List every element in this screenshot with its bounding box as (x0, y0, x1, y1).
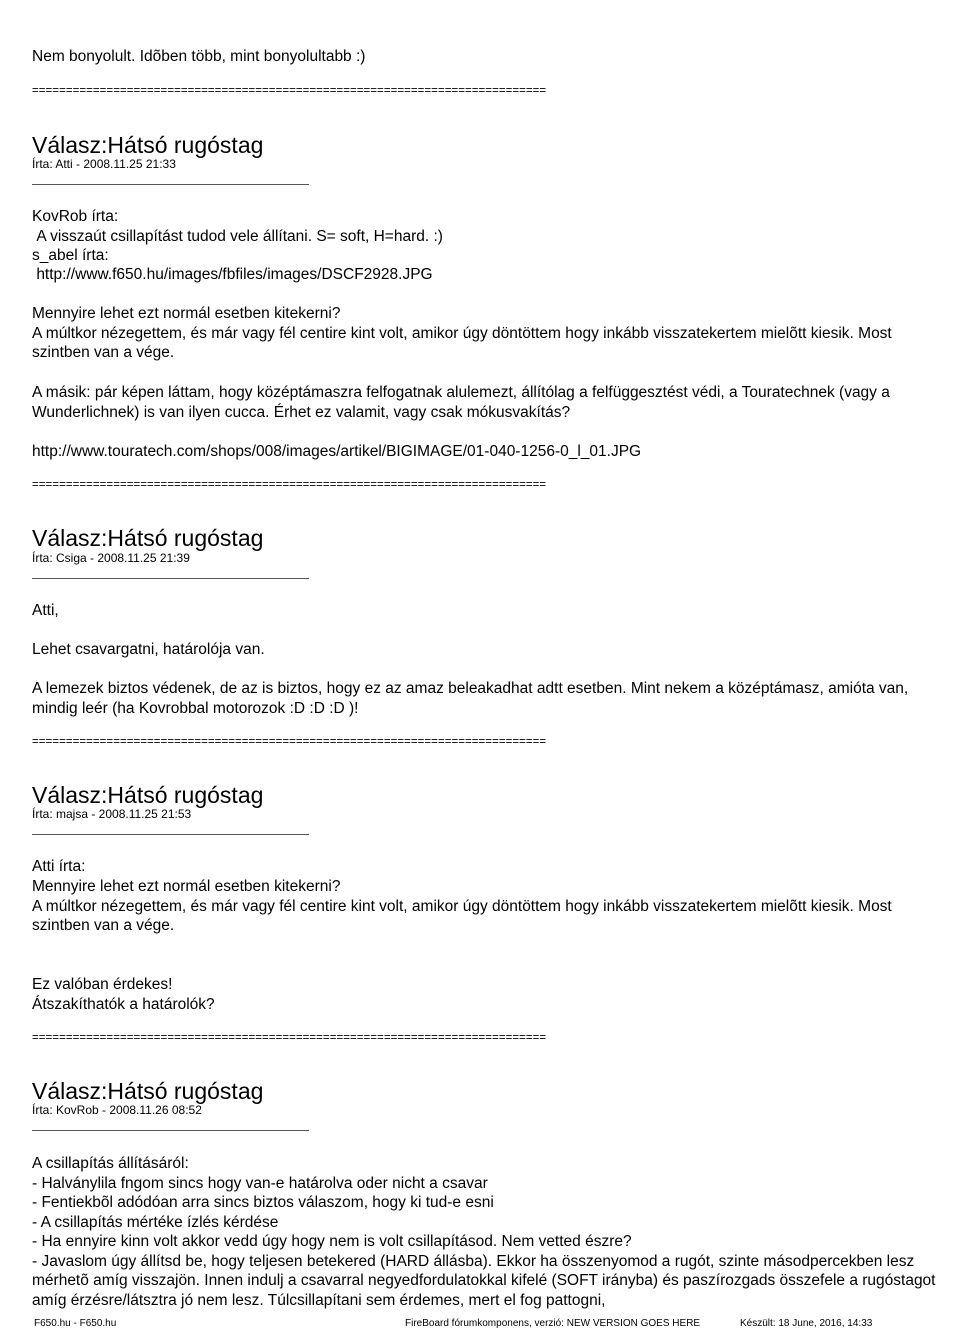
separator: ============================================================================ (32, 736, 547, 748)
post-body: A lemezek biztos védenek, de az is biztos, hogy ez az amaz beleakadhat adtt esetben. Mint nekem a középtámasz, amióta van, mindig leér (ha Kovrobbal motorozok :D :D :D )! (32, 680, 913, 717)
post-meta: Írta: Atti - 2008.11.25 21:33 (32, 157, 176, 171)
post-title: Válasz:Hátsó rugóstag (32, 525, 264, 551)
separator: ============================================================================ (32, 85, 547, 97)
separator: ============================================================================ (32, 1032, 547, 1044)
quote-author: Atti írta: (32, 858, 86, 875)
footer-component: FireBoard fórumkomponens, verzió: NEW VERSION GOES HERE (405, 1318, 701, 1329)
post-body: Mennyire lehet ezt normál esetben kitekerni? A múltkor nézegettem, és már vagy fél centire kint volt, amikor úgy döntöttem hogy inkább visszatekertem mielõtt kiesik. Most szintben van a vége. (32, 305, 892, 361)
post-meta: Írta: KovRob - 2008.11.26 08:52 (32, 1103, 202, 1117)
post-meta: Írta: Csiga - 2008.11.25 21:39 (32, 551, 190, 565)
divider (32, 834, 309, 835)
footer-site: F650.hu - F650.hu (34, 1318, 117, 1329)
post-title: Válasz:Hátsó rugóstag (32, 132, 264, 158)
divider (32, 578, 309, 579)
intro-text: Nem bonyolult. Idõben több, mint bonyolultabb :) (32, 48, 366, 65)
post-title: Válasz:Hátsó rugóstag (32, 782, 264, 808)
post-link[interactable]: http://www.touratech.com/shops/008/images/artikel/BIGIMAGE/01-040-1256-0_l_01.JPG (32, 443, 642, 460)
post-body: A csillapítás állításáról: - Halványlila fngom sincs hogy van-e határolva oder nicht a csavar - Fentiekbõl adódóan arra sincs biztos válaszom, hogy ki tud-e esni - A csillapítás mértéke ízlés kérdése - Ha ennyire kinn volt akkor vedd úgy hogy nem is volt csillapításod. Nem vetted észre? - Javaslom úgy állítsd be, hogy teljesen betekered (HARD állásba). Ekkor ha összenyomod a rugót, szinte másodpercekben lesz mérhetõ amíg visszajön. Innen indulj a csavarral negyedfordulatokkal kifelé (SOFT irányba) és paszírozgads összefele a rugóstagot amíg érzésre/látsztra jó nem lesz. Túlcsillapítani sem érdemes, mert el fog pattogni, (32, 1155, 936, 1309)
post-body: A másik: pár képen láttam, hogy középtámaszra felfogatnak alulemezt, állítólag a felfüggesztést védi, a Touratechnek (vagy a Wunderlichnek) is van ilyen cucca. Érhet ez valamit, vagy csak mókusvakítás? (32, 384, 895, 421)
post-body: Ez valóban érdekes! Átszakíthatók a határolók? (32, 976, 215, 1013)
separator: ============================================================================ (32, 479, 547, 491)
footer-generated: Készült: 18 June, 2016, 14:33 (740, 1318, 873, 1329)
post-meta: Írta: majsa - 2008.11.25 21:53 (32, 807, 192, 821)
post-body: Lehet csavargatni, határolója van. (32, 641, 265, 658)
post-body: Atti, (32, 602, 59, 619)
page-footer (0, 1316, 960, 1332)
post-title: Válasz:Hátsó rugóstag (32, 1078, 264, 1104)
quote-link[interactable]: http://www.f650.hu/images/fbfiles/images/DSCF2928.JPG (32, 266, 433, 283)
quote-author: KovRob írta: (32, 208, 119, 225)
quote-text: Mennyire lehet ezt normál esetben kitekerni? A múltkor nézegettem, és már vagy fél centire kint volt, amikor úgy döntöttem hogy inkább visszatekertem mielõtt kiesik. Most szintben van a vége. (32, 878, 892, 934)
quote-text: A visszaút csillapítást tudod vele állítani. S= soft, H=hard. :) (32, 228, 443, 245)
divider (32, 1130, 309, 1131)
divider (32, 184, 309, 185)
quote-author: s_abel írta: (32, 247, 109, 264)
